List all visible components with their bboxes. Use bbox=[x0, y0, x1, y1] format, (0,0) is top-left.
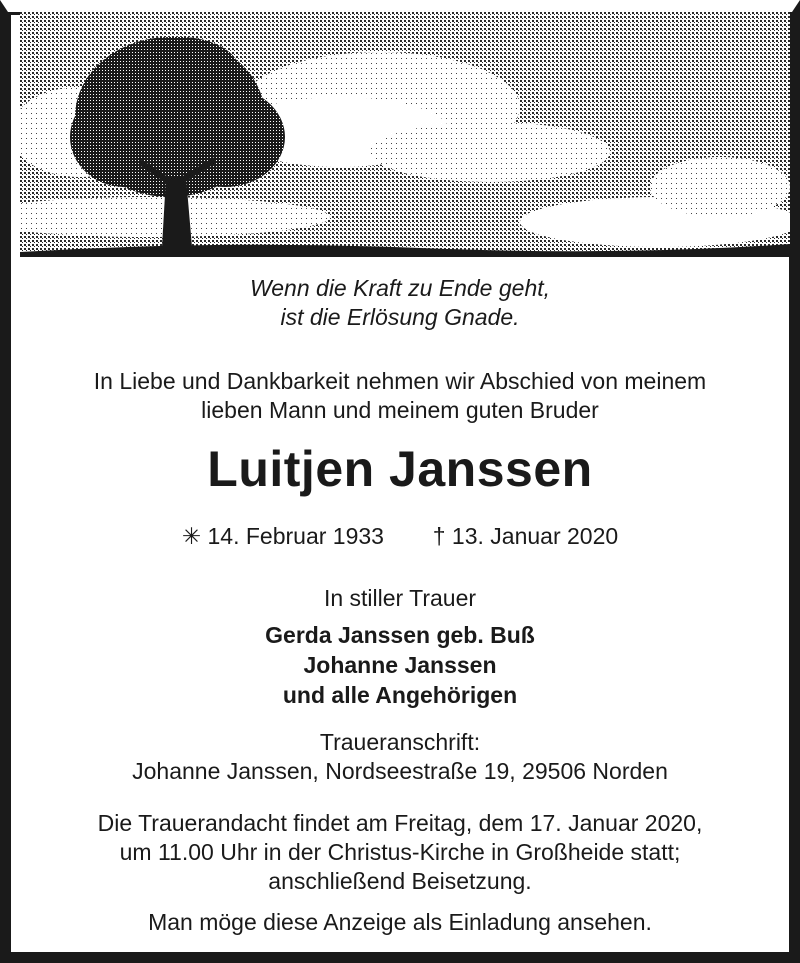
service-line-3: anschließend Beisetzung. bbox=[268, 868, 532, 894]
invitation-note: Man möge diese Anzeige als Einladung ansehen. bbox=[148, 909, 652, 935]
mourning-line: In stiller Trauer bbox=[323, 585, 477, 611]
motto-line-1: Wenn die Kraft zu Ende geht, bbox=[249, 275, 551, 301]
birth-symbol: ✳ bbox=[181, 523, 202, 549]
mourning-address bbox=[8, 728, 792, 786]
mourner-3: und alle Angehörigen bbox=[282, 682, 518, 708]
mourner-2: Johanne Janssen bbox=[303, 652, 497, 678]
death-symbol: † bbox=[432, 523, 446, 549]
service-line-1: Die Trauerandacht findet am Freitag, dem 17. Januar 2020, bbox=[97, 810, 703, 836]
death-date: 13. Januar 2020 bbox=[451, 523, 619, 549]
mourner-1: Gerda Janssen geb. Buß bbox=[265, 622, 535, 648]
birth-date: 14. Februar 1933 bbox=[207, 523, 384, 549]
intro-line-1: In Liebe und Dankbarkeit nehmen wir Abschied von meinem bbox=[93, 368, 707, 394]
mourners-list bbox=[8, 620, 792, 710]
farewell-intro bbox=[8, 367, 792, 425]
address-value: Johanne Janssen, Nordseestraße 19, 29506 Norden bbox=[132, 758, 668, 784]
motto bbox=[8, 274, 792, 332]
deceased-name: Luitjen Janssen bbox=[207, 441, 593, 497]
tree-landscape-banner bbox=[20, 12, 790, 257]
service-info bbox=[8, 809, 792, 896]
tree-landscape-image bbox=[20, 12, 790, 257]
intro-line-2: lieben Mann und meinem guten Bruder bbox=[201, 397, 599, 423]
service-line-2: um 11.00 Uhr in der Christus-Kirche in Großheide statt; bbox=[119, 839, 681, 865]
address-label: Traueranschrift: bbox=[319, 729, 481, 755]
motto-line-2: ist die Erlösung Gnade. bbox=[280, 304, 520, 330]
life-dates bbox=[8, 522, 792, 551]
